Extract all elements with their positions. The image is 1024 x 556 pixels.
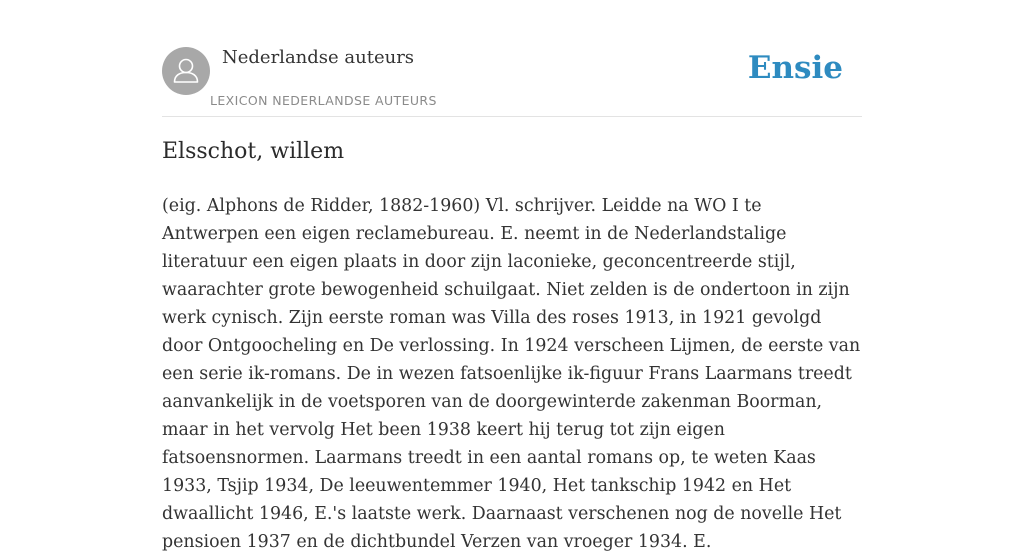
article-title: Elsschot, willem	[162, 139, 345, 164]
page-header	[162, 40, 862, 117]
author-name[interactable]: Nederlandse auteurs	[222, 47, 415, 68]
person-icon	[162, 47, 210, 95]
article-body: (eig. Alphons de Ridder, 1882-1960) Vl. schrijver. Leidde na WO I te Antwerpen een eigen reclamebureau. E. neemt in de Nederlandstalige literatuur een eigen plaats in door zijn laconieke, geconcentreerde stijl, waarachter grote bewogenheid schuilgaat. Niet zelden is de ondertoon in zijn werk cynisch. Zijn eerste roman was Villa des roses 1913, in 1921 gevolgd door Ontgoocheling en De verlossing. In 1924 verscheen Lijmen, de eerste van een serie ik-romans. De in wezen fatsoenlijke ik-figuur Frans Laarmans treedt aanvankelijk in de voetsporen van de doorgewinterde zakenman Boorman, maar in het vervolg Het been 1938 keert hij terug tot zijn eigen fatsoensnormen. Laarmans treedt in een aantal romans op, te weten Kaas 1933, Tsjip 1934, De leeuwentemmer 1940, Het tankschip 1942 en Het dwaallicht 1946, E.'s laatste werk. Daarnaast verschenen nog de novelle Het pensioen 1937 en de dichtbundel Verzen van vroeger 1934. E.	[162, 196, 861, 552]
lexicon-link[interactable]: LEXICON NEDERLANDSE AUTEURS	[210, 93, 437, 108]
ensie-logo[interactable]: Ensie	[747, 50, 843, 86]
author-avatar[interactable]	[162, 47, 210, 95]
